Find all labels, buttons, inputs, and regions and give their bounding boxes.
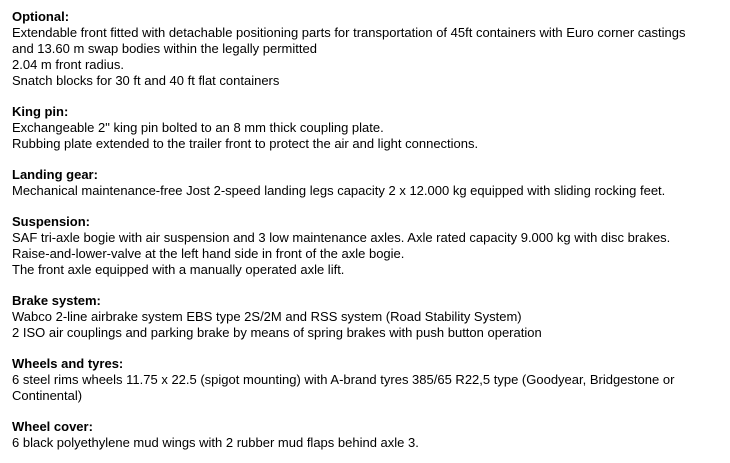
section-brake-system — [12, 293, 730, 341]
section-line: Rubbing plate extended to the trailer front to protect the air and light connections. — [12, 136, 479, 151]
section-line: Exchangeable 2" king pin bolted to an 8 mm thick coupling plate. — [12, 120, 384, 135]
section-heading: King pin: — [12, 104, 69, 119]
section-heading: Landing gear: — [12, 167, 98, 182]
section-line: Extendable front fitted with detachable positioning parts for transportation of 45ft containers with Euro corner castings — [12, 25, 686, 40]
section-king-pin — [12, 104, 730, 152]
section-heading: Wheels and tyres: — [12, 356, 124, 371]
section-suspension — [12, 214, 730, 278]
section-line: 6 steel rims wheels 11.75 x 22.5 (spigot mounting) with A-brand tyres 385/65 R22,5 type (Goodyear, Bridgestone or — [12, 372, 675, 387]
section-line: 6 black polyethylene mud wings with 2 rubber mud flaps behind axle 3. — [12, 435, 419, 450]
section-landing-gear — [12, 167, 730, 199]
section-line: The front axle equipped with a manually operated axle lift. — [12, 262, 345, 277]
section-line: 2.04 m front radius. — [12, 57, 124, 72]
section-line: Wabco 2-line airbrake system EBS type 2S/2M and RSS system (Road Stability System) — [12, 309, 522, 324]
section-line: 2 ISO air couplings and parking brake by means of spring brakes with push button operation — [12, 325, 542, 340]
section-line: and 13.60 m swap bodies within the legally permitted — [12, 41, 317, 56]
section-heading: Optional: — [12, 9, 70, 24]
section-heading: Brake system: — [12, 293, 101, 308]
section-wheels-and-tyres — [12, 356, 730, 404]
section-heading: Wheel cover: — [12, 419, 93, 434]
section-heading: Suspension: — [12, 214, 91, 229]
section-line: Mechanical maintenance-free Jost 2-speed landing legs capacity 2 x 12.000 kg equipped with sliding rocking feet. — [12, 183, 666, 198]
section-line: Continental) — [12, 388, 83, 403]
section-wheel-cover — [12, 419, 730, 451]
section-optional — [12, 9, 730, 89]
section-line: Snatch blocks for 30 ft and 40 ft flat containers — [12, 73, 280, 88]
section-line: SAF tri-axle bogie with air suspension and 3 low maintenance axles. Axle rated capacity 9.000 kg with disc brakes. — [12, 230, 671, 245]
section-line: Raise-and-lower-valve at the left hand side in front of the axle bogie. — [12, 246, 405, 261]
